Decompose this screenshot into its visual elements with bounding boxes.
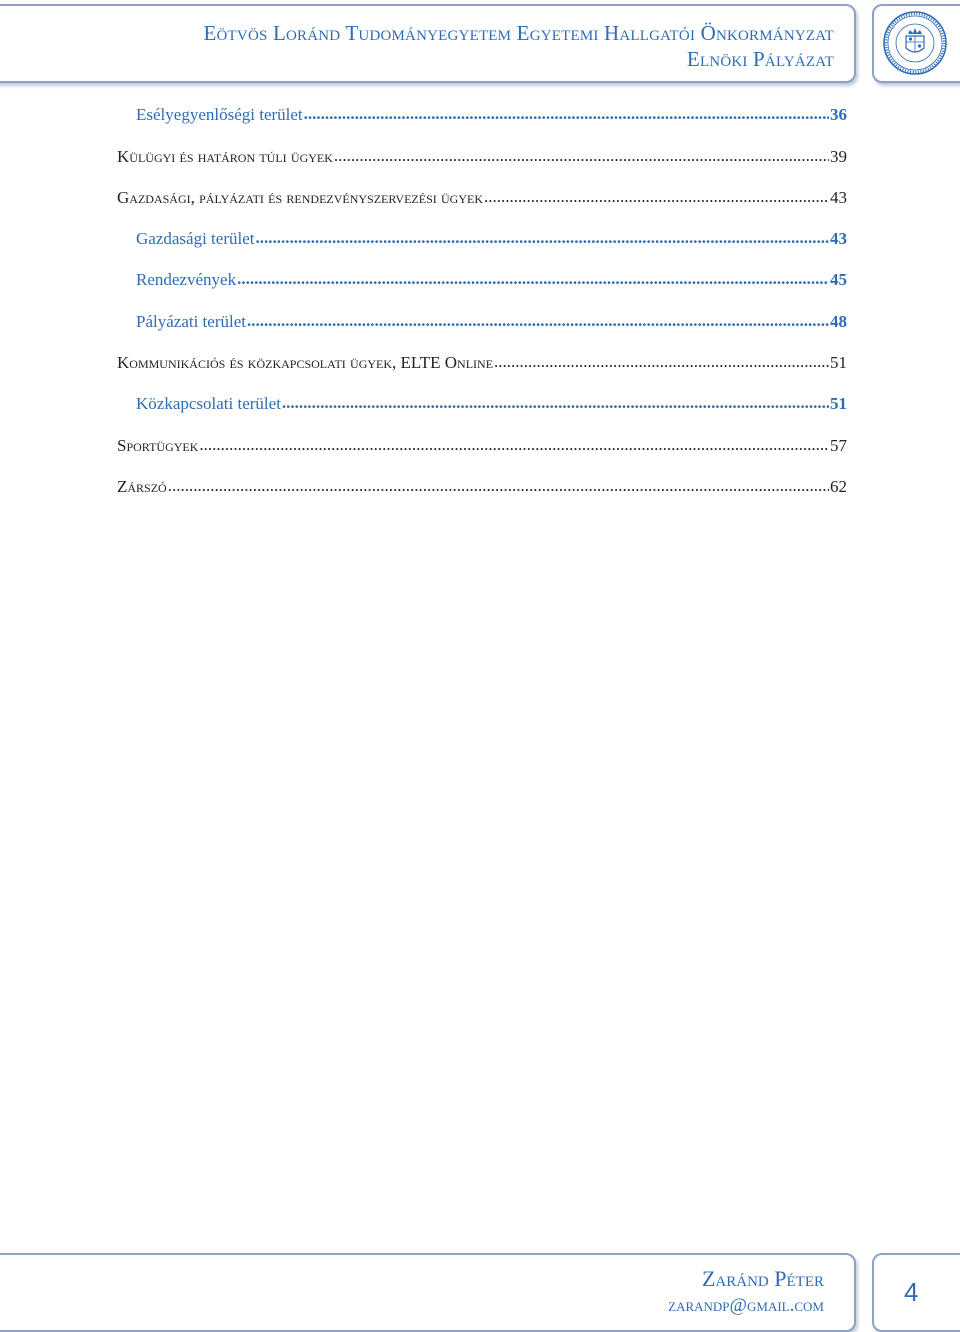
toc-entry[interactable] <box>136 105 847 125</box>
toc-entry-label: Pályázati terület <box>136 312 246 331</box>
toc-leader <box>237 269 829 289</box>
toc-entry[interactable] <box>117 436 847 456</box>
toc-entry-label: Külügyi és határon túli ügyek <box>117 147 333 166</box>
toc-entry-label: Rendezvények <box>136 270 237 289</box>
toc-entry-label: Sportügyek <box>117 436 199 455</box>
toc-leader <box>334 146 829 166</box>
toc-entry-page: 39 <box>830 147 847 166</box>
toc-leader <box>199 435 829 455</box>
toc-entry-label: Közkapcsolati terület <box>136 394 281 413</box>
header-title-line1: Eötvös Loránd Tudományegyetem Egyetemi Hallgatói Önkormányzat <box>203 21 834 45</box>
toc-entry[interactable] <box>136 229 847 249</box>
toc-entry-label: Gazdasági, pályázati és rendezvényszervezési ügyek <box>117 188 484 207</box>
toc-entry-page: 43 <box>830 188 847 207</box>
toc-leader <box>247 311 829 331</box>
footer-author-email: zarandp@gmail.com <box>668 1295 824 1316</box>
toc-entry-label: Esélyegyenlőségi terület <box>136 105 303 124</box>
toc-entry-label: Kommunikációs és közkapcsolati ügyek, ELTE Online <box>117 353 494 372</box>
toc-entry-page: 62 <box>830 477 847 496</box>
toc-entry-label: Zárszó <box>117 477 167 496</box>
footer-author <box>668 1265 824 1319</box>
toc-entry[interactable] <box>117 147 847 167</box>
toc-entry[interactable] <box>136 312 847 332</box>
toc-entry-page: 36 <box>830 105 847 124</box>
toc-entry-page: 51 <box>830 353 847 372</box>
toc-entry-page: 43 <box>830 229 847 248</box>
toc-entry[interactable] <box>136 394 847 414</box>
toc-leader <box>282 393 829 413</box>
toc-entry[interactable] <box>117 188 847 208</box>
toc-entry[interactable] <box>117 477 847 497</box>
toc-entry-label: Gazdasági terület <box>136 229 255 248</box>
footer-author-name: Zaránd Péter <box>701 1266 824 1291</box>
page-footer <box>0 1253 856 1332</box>
page-number: 4 <box>904 1277 919 1307</box>
toc-leader <box>255 228 829 248</box>
page-number-box <box>872 1253 960 1332</box>
toc-leader <box>484 187 829 207</box>
toc-entry-page: 57 <box>830 436 847 455</box>
toc-entry[interactable] <box>117 353 847 373</box>
header-seal-box <box>872 4 960 83</box>
university-seal-icon <box>882 10 948 76</box>
page-header <box>0 4 856 83</box>
toc-entry-page: 48 <box>830 312 847 331</box>
toc-entry-page: 51 <box>830 394 847 413</box>
toc-leader <box>304 104 829 124</box>
header-title-line2: Elnöki Pályázat <box>686 47 834 71</box>
header-title <box>203 20 834 72</box>
toc-leader <box>494 352 829 372</box>
toc-entry-page: 45 <box>830 270 847 289</box>
toc-entry[interactable] <box>136 270 847 290</box>
toc-leader <box>168 476 829 496</box>
